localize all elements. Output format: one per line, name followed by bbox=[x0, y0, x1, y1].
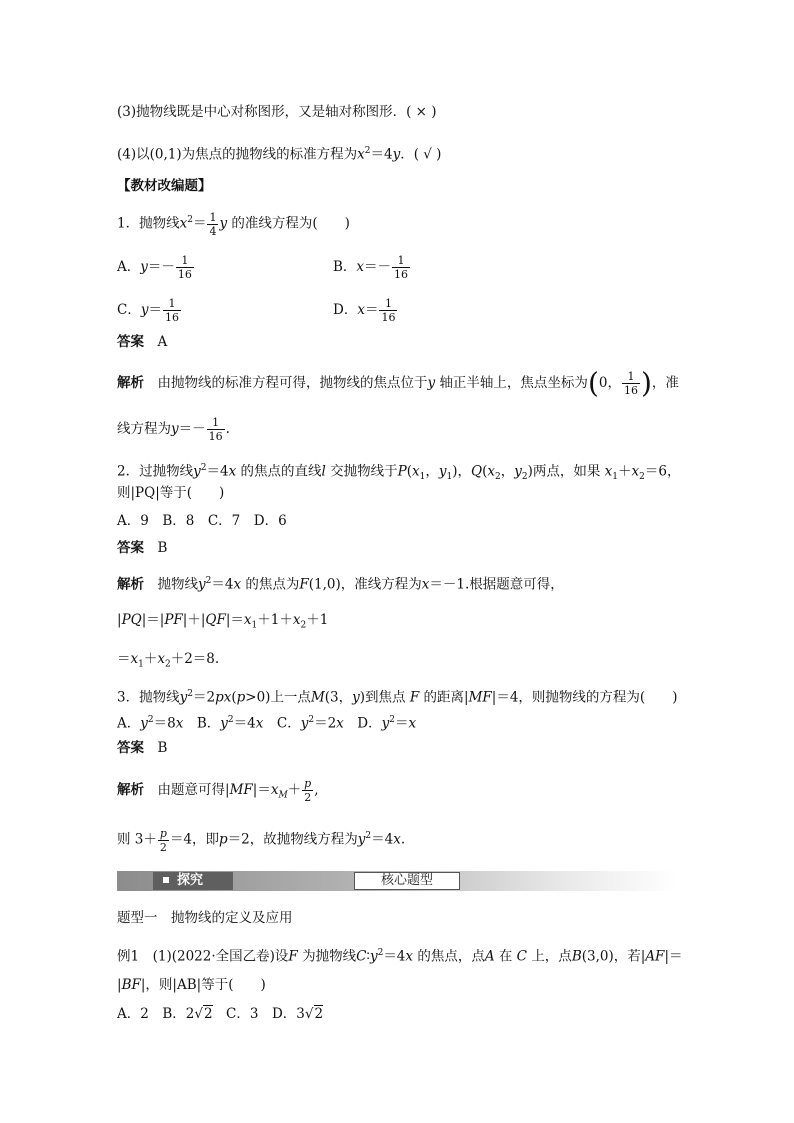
p1-option-a: A．y＝－ $\frac{1}{16}$ bbox=[117, 254, 192, 281]
banner-tag-explore-label: 探究 bbox=[177, 873, 204, 888]
p1-analysis-line1: 解析 由抛物线的标准方程可得，抛物线的焦点位于y 轴正半轴上，焦点坐标为(0， $\frac{1}{16}$ )，准 bbox=[117, 366, 679, 400]
frac-quarter: $\frac{1}{4}$ bbox=[209, 210, 217, 238]
ex1-stem-3: 的焦点，点 bbox=[417, 948, 485, 965]
answer-label: 答案 bbox=[117, 540, 144, 556]
analysis-label: 解析 bbox=[117, 782, 144, 798]
p1-analysis-text-3: ，准 bbox=[651, 375, 679, 391]
p3-conclusion-text-2: 即 bbox=[205, 831, 220, 848]
section-title: 【教材改编题】 bbox=[117, 178, 212, 194]
section-banner bbox=[117, 871, 677, 891]
ex1-stem-2: 为抛物线 bbox=[302, 948, 357, 965]
answer-label: 答案 bbox=[117, 334, 144, 350]
p2-stem-line2: 则|PQ|等于( ) bbox=[117, 485, 225, 501]
example-label: 例1 bbox=[117, 948, 140, 965]
p1-option-b: B．x＝－ $\frac{1}{16}$ bbox=[333, 254, 409, 281]
p1-option-b-label: B． bbox=[333, 259, 357, 275]
p1-option-c: C．y＝ $\frac{1}{16}$ bbox=[117, 297, 179, 324]
analysis-label: 解析 bbox=[117, 375, 144, 391]
p1-stem-pre: 1．抛物线 bbox=[117, 215, 180, 232]
p1-option-d-label: D． bbox=[333, 302, 358, 318]
ex1-stem-1: (1)(2022·全国乙卷)设 bbox=[152, 948, 289, 965]
p3-stem-5: 则抛物线的方程为( ) bbox=[531, 689, 678, 706]
example-1-stem: 例1 (1)(2022·全国乙卷)设F 为抛物线$C∶y^2=4x$ 的焦点，点A 在 C 上，点B(3,0)，若|AF|＝ bbox=[117, 948, 683, 965]
p3-conclusion-text-1: 则 bbox=[117, 831, 131, 848]
ex1-stem-5: 上，点 bbox=[531, 948, 572, 965]
p2-stem-4: 两点，如果 bbox=[532, 463, 601, 480]
example-1-options: A．2 B．2√2 C．3 D．3√2 bbox=[117, 1006, 324, 1022]
p1-option-d: D．x＝ $\frac{1}{16}$ bbox=[333, 297, 396, 324]
p2-analysis-text-2: 的焦点为 bbox=[245, 576, 300, 593]
p3-stem-3: 到焦点 bbox=[365, 689, 406, 706]
example-1-stem-line2: |BF|，则|AB|等于( ) bbox=[117, 977, 266, 993]
p3-stem-2: 上一点 bbox=[270, 689, 311, 706]
p1-analysis-line2: 线方程为y＝－ $\frac{1}{16}$ . bbox=[117, 416, 230, 443]
p1-analysis-text-1: 由抛物线的标准方程可得，抛物线的焦点位于 bbox=[157, 375, 428, 391]
p2-analysis-text-4: 根据题意可得， bbox=[469, 576, 564, 593]
p1-answer bbox=[117, 332, 167, 352]
item-4: (4)以(0,1)为焦点的抛物线的标准方程为$x^2=4y$．( √ ) bbox=[117, 146, 442, 163]
p1-option-a-label: A． bbox=[117, 259, 141, 275]
answer-value: B bbox=[157, 540, 168, 556]
ex1-options-prefix: A．2 B． bbox=[117, 1006, 186, 1022]
problem-1-stem: 1．抛物线$x^2=$ $\frac{1}{4}$ y 的准线方程为( ) bbox=[117, 210, 350, 238]
banner-tag-core: 核心题型 bbox=[354, 872, 460, 890]
answer-value: A bbox=[157, 334, 168, 350]
p2-options: A．9 B．8 C．7 D．6 bbox=[117, 513, 287, 529]
ex1-stem-4: 在 bbox=[498, 948, 513, 965]
square-icon bbox=[163, 877, 169, 883]
p2-analysis-line2: $|PQ|=|PF|+|QF|=x_1+1+x_2+1$ bbox=[117, 612, 329, 631]
problem-2-stem: 2．过抛物线$y^2=4x$ 的焦点的直线l 交抛物线于$P(x_1$，$y_1$)，$Q(x_2$，$y_2$)两点，如果 $x_1+x_2=6$， bbox=[117, 463, 681, 483]
p2-stem-2: 的焦点的直线 bbox=[240, 463, 322, 480]
ex1-stem-6: 若 bbox=[627, 948, 641, 965]
p3-options: A．$y^2=8x$ B．$y^2=4x$ C．$y^2=2x$ D．$y^2=x$ bbox=[117, 715, 417, 732]
p2-stem-3: 交抛物线于 bbox=[330, 463, 398, 480]
ex1-stem-7: 则|AB|等于( ) bbox=[158, 977, 266, 993]
analysis-label: 解析 bbox=[117, 576, 144, 593]
p1-stem-post: 的准线方程为( ) bbox=[231, 215, 350, 232]
answer-value: B bbox=[157, 740, 168, 756]
p2-analysis-text-3: 准线方程为 bbox=[354, 576, 422, 593]
item-3: (3)抛物线既是中心对称图形，又是轴对称图形．( × ) bbox=[117, 104, 437, 120]
p1-option-c-label: C． bbox=[117, 302, 141, 318]
p3-answer bbox=[117, 738, 167, 758]
p3-stem-1: 3．抛物线 bbox=[117, 689, 180, 706]
banner-tag-explore bbox=[153, 872, 233, 890]
p3-analysis-line1: 解析 由题意可得$|MF|=x_M+$ $\frac{p}{2}$ , bbox=[117, 777, 319, 804]
p3-conclusion-text-3: 故抛物线方程为 bbox=[263, 831, 358, 848]
p2-analysis-text-1: 抛物线 bbox=[157, 576, 198, 593]
p1-analysis-text-4: 线方程为 bbox=[117, 421, 171, 437]
item-4-text-pre: (4)以(0,1)为焦点的抛物线的标准方程为 bbox=[117, 146, 358, 163]
problem-3-stem: 3．抛物线$y^2=2px(p>0)$上一点M(3，y)到焦点 F 的距离|MF|＝4，则抛物线的方程为( ) bbox=[117, 689, 678, 706]
type-1-title: 题型一 抛物线的定义及应用 bbox=[117, 910, 293, 926]
p1-analysis-text-2: 轴正半轴上，焦点坐标为 bbox=[439, 375, 588, 391]
p3-analysis-text-1: 由题意可得 bbox=[157, 782, 225, 798]
p2-analysis-line3: $=x_1+x_2+2=8$. bbox=[117, 651, 220, 670]
item-4-text-post: ．( √ ) bbox=[400, 146, 442, 163]
answer-label: 答案 bbox=[117, 740, 144, 756]
p2-analysis-line1: 解析 抛物线$y^2=4x$ 的焦点为F(1,0)，准线方程为x＝－1.根据题意可得， bbox=[117, 576, 564, 593]
p3-conclusion: 则 3＋ $\frac{p}{2}$ ＝4，即p＝2，故抛物线方程为$y^2=4x$. bbox=[117, 826, 406, 854]
p3-stem-4: 的距离 bbox=[423, 689, 465, 706]
p2-stem-1: 2．过抛物线 bbox=[117, 463, 194, 480]
p2-answer bbox=[117, 538, 167, 558]
